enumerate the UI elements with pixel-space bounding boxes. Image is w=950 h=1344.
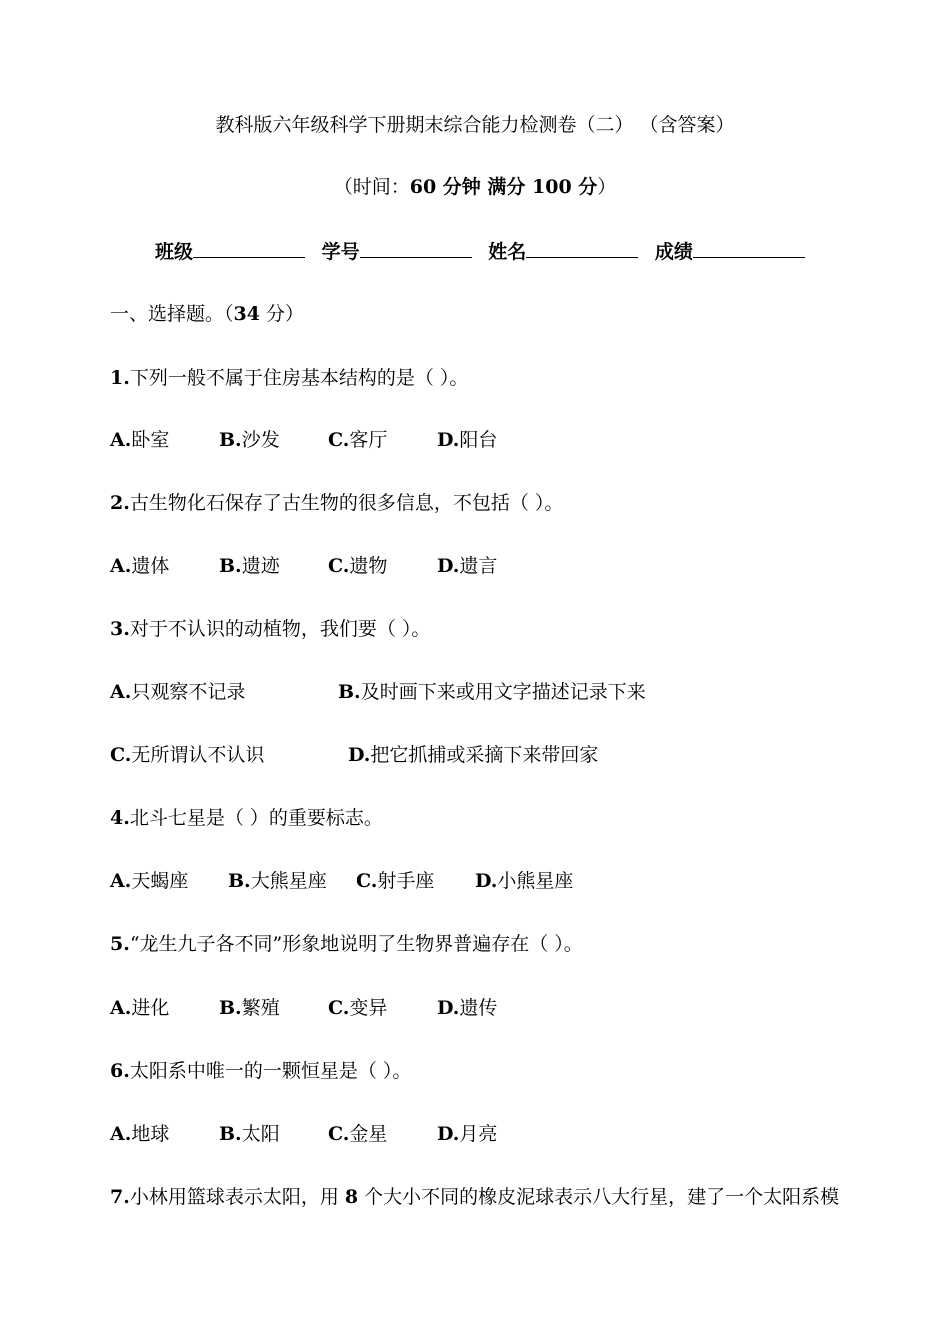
option-text: 把它抓捕或采摘下来带回家 xyxy=(370,744,599,766)
option-letter: D. xyxy=(437,429,460,451)
q5-option-d[interactable] xyxy=(437,996,497,1020)
option-letter: B. xyxy=(219,1123,242,1145)
option-letter: A. xyxy=(110,555,132,577)
q4-option-d[interactable] xyxy=(475,869,573,893)
q2-option-b[interactable] xyxy=(219,554,280,578)
option-letter: A. xyxy=(110,997,132,1019)
q5-option-b[interactable] xyxy=(219,996,280,1020)
option-text: 太阳 xyxy=(241,1123,280,1145)
student-id-label: 学号 xyxy=(321,241,360,263)
option-letter: B. xyxy=(219,429,242,451)
student-id-blank[interactable] xyxy=(360,239,472,258)
q5-option-c[interactable] xyxy=(328,996,387,1020)
subtitle-prefix: （时间： xyxy=(333,176,410,198)
option-letter: A. xyxy=(110,681,132,703)
score-label: 成绩 xyxy=(654,241,693,263)
option-text: 遗体 xyxy=(131,555,170,577)
q1-option-b[interactable] xyxy=(219,428,280,452)
option-text: 变异 xyxy=(349,997,388,1019)
option-letter: D. xyxy=(348,744,371,766)
option-letter: D. xyxy=(437,555,460,577)
option-letter: D. xyxy=(437,997,460,1019)
section-heading xyxy=(110,302,304,326)
option-text: 大熊星座 xyxy=(250,870,327,892)
option-text: 沙发 xyxy=(241,429,280,451)
option-letter: B. xyxy=(219,555,242,577)
question-number: 6. xyxy=(110,1060,130,1082)
option-letter: B. xyxy=(228,870,251,892)
class-blank[interactable] xyxy=(193,239,305,258)
question-4 xyxy=(110,806,383,830)
q3-option-a[interactable] xyxy=(110,680,245,704)
option-letter: C. xyxy=(328,555,350,577)
subtitle-time-score: 60 分钟 满分 100 分 xyxy=(409,176,598,198)
option-text: 进化 xyxy=(131,997,170,1019)
score-blank[interactable] xyxy=(693,239,805,258)
q3-option-d[interactable] xyxy=(348,743,598,767)
question-number: 5. xyxy=(110,933,130,955)
option-letter: D. xyxy=(475,870,498,892)
option-text: 射手座 xyxy=(377,870,435,892)
question-text: 太阳系中唯一的一颗恒星是（ ）。 xyxy=(129,1060,412,1082)
option-text: 只观察不记录 xyxy=(131,681,246,703)
subtitle-suffix: ） xyxy=(597,176,617,198)
option-text: 无所谓认不认识 xyxy=(131,744,265,766)
name-label: 姓名 xyxy=(488,241,527,263)
option-letter: A. xyxy=(110,429,132,451)
q1-option-a[interactable] xyxy=(110,428,169,452)
question-text: 北斗七星是（ ）的重要标志。 xyxy=(129,807,383,829)
question-7 xyxy=(110,1185,839,1209)
question-6 xyxy=(110,1059,411,1083)
question-text-number: 8 xyxy=(344,1186,359,1208)
question-text-part-a: 小林用篮球表示太阳，用 xyxy=(129,1186,345,1208)
option-text: 繁殖 xyxy=(241,997,280,1019)
option-letter: C. xyxy=(328,429,350,451)
q3-option-c[interactable] xyxy=(110,743,264,767)
exam-time-info xyxy=(0,175,950,199)
option-letter: C. xyxy=(356,870,378,892)
question-text: “龙生九子各不同”形象地说明了生物界普遍存在（ ）。 xyxy=(129,933,583,955)
option-letter: A. xyxy=(110,1123,132,1145)
option-letter: C. xyxy=(328,997,350,1019)
q3-option-b[interactable] xyxy=(338,680,646,704)
section-heading-suffix: 分） xyxy=(259,303,305,325)
option-text: 及时画下来或用文字描述记录下来 xyxy=(360,681,646,703)
question-text-part-b: 个大小不同的橡皮泥球表示八大行星，建了一个太阳系模 xyxy=(358,1186,840,1208)
question-number: 1. xyxy=(110,367,130,389)
option-text: 遗传 xyxy=(459,997,498,1019)
q2-option-d[interactable] xyxy=(437,554,497,578)
q6-option-b[interactable] xyxy=(219,1122,280,1146)
question-text: 下列一般不属于住房基本结构的是（ ）。 xyxy=(129,367,469,389)
document-title: 教科版六年级科学下册期末综合能力检测卷（二） （含答案） xyxy=(215,114,735,136)
q4-option-b[interactable] xyxy=(228,869,327,893)
q6-option-a[interactable] xyxy=(110,1122,169,1146)
option-text: 客厅 xyxy=(349,429,388,451)
question-text: 古生物化石保存了古生物的很多信息，不包括（ ）。 xyxy=(129,492,564,514)
name-blank[interactable] xyxy=(526,239,638,258)
option-letter: B. xyxy=(338,681,361,703)
option-letter: C. xyxy=(110,744,132,766)
question-5 xyxy=(110,932,583,956)
question-number: 3. xyxy=(110,618,130,640)
class-label: 班级 xyxy=(155,241,194,263)
option-letter: A. xyxy=(110,870,132,892)
option-text: 小熊星座 xyxy=(497,870,574,892)
option-text: 地球 xyxy=(131,1123,170,1145)
q1-option-c[interactable] xyxy=(328,428,387,452)
option-text: 天蝎座 xyxy=(131,870,189,892)
option-text: 遗言 xyxy=(459,555,498,577)
student-info-row xyxy=(155,239,805,264)
option-text: 月亮 xyxy=(459,1123,498,1145)
q5-option-a[interactable] xyxy=(110,996,169,1020)
q2-option-c[interactable] xyxy=(328,554,387,578)
option-text: 卧室 xyxy=(131,429,170,451)
q4-option-a[interactable] xyxy=(110,869,188,893)
question-2 xyxy=(110,491,563,515)
q6-option-c[interactable] xyxy=(328,1122,387,1146)
question-number: 2. xyxy=(110,492,130,514)
option-text: 遗物 xyxy=(349,555,388,577)
section-score: 34 xyxy=(233,303,260,325)
question-number: 4. xyxy=(110,807,130,829)
option-text: 遗迹 xyxy=(241,555,280,577)
option-letter: B. xyxy=(219,997,242,1019)
question-3 xyxy=(110,617,430,641)
option-letter: D. xyxy=(437,1123,460,1145)
option-text: 阳台 xyxy=(459,429,498,451)
section-heading-prefix: 一、选择题。（ xyxy=(110,303,234,325)
q6-option-d[interactable] xyxy=(437,1122,497,1146)
question-text: 对于不认识的动植物，我们要（ ）。 xyxy=(129,618,431,640)
q2-option-a[interactable] xyxy=(110,554,169,578)
question-number: 7. xyxy=(110,1186,130,1208)
option-letter: C. xyxy=(328,1123,350,1145)
q4-option-c[interactable] xyxy=(356,869,434,893)
option-text: 金星 xyxy=(349,1123,388,1145)
q1-option-d[interactable] xyxy=(437,428,497,452)
question-1 xyxy=(110,366,468,390)
